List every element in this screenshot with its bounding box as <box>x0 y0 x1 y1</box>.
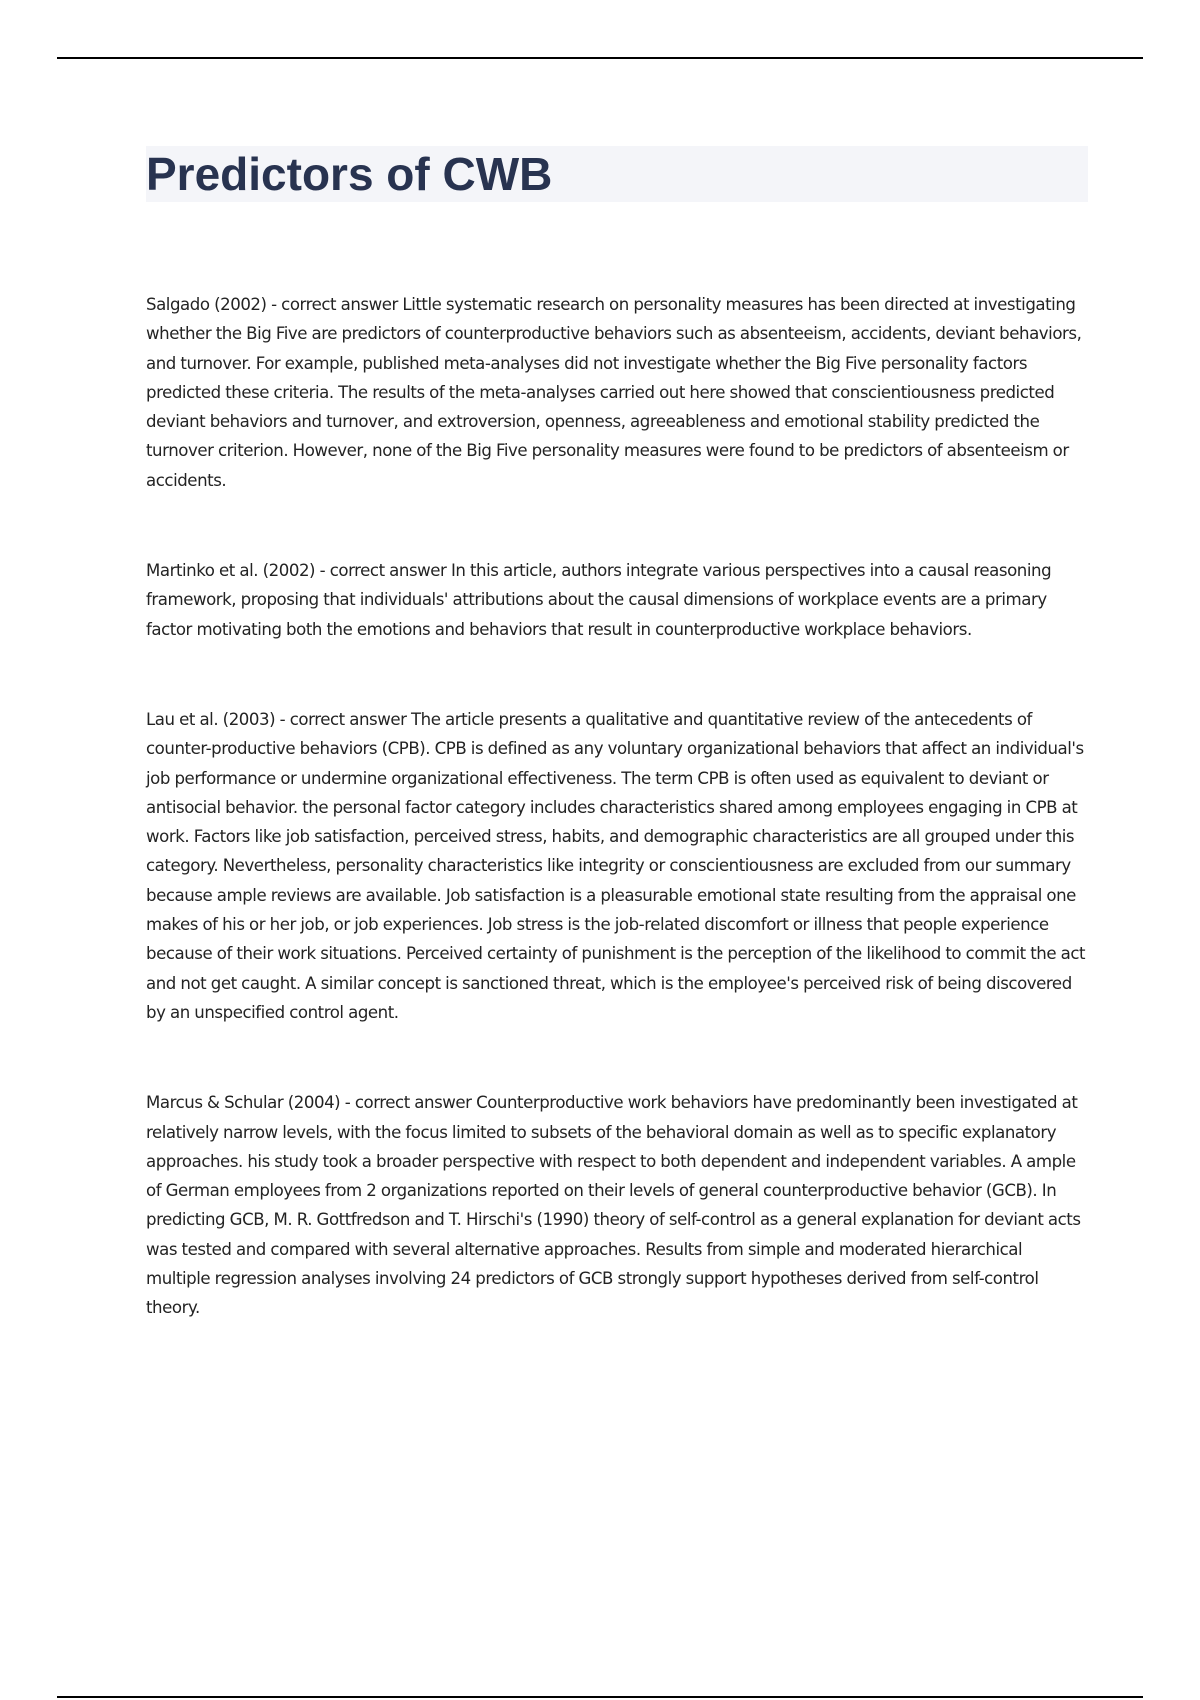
flashcard-entry <box>146 1088 1088 1322</box>
flashcard-list <box>146 290 1088 1323</box>
entry-answer-text: Little systematic research on personality measures has been directed at investigating whether the Big Five are predictors of counterproductive behaviors such as absenteeism, accidents, deviant behaviors, and turnover. For example, published meta-analyses did not investigate whether the Big Five personality factors predicted these criteria. The results of the meta-analyses carried out here showed that conscientiousness predicted deviant behaviors and turnover, and extroversion, openness, agreeableness and emotional stability predicted the turnover criterion. However, none of the Big Five personality measures were found to be predictors of absenteeism or accidents. <box>146 295 1082 490</box>
entry-citation: Lau et al. (2003) - <box>146 710 290 729</box>
entry-citation: Salgado (2002) - <box>146 295 281 314</box>
entry-answer-label: correct answer <box>289 709 407 729</box>
entry-answer-text: Counterproductive work behaviors have predominantly been investigated at relatively narrow levels, with the focus limited to subsets of the behavioral domain as well as to specific explanatory approaches. his study took a broader perspective with respect to both dependent and independent variables. A ample of German employees from 2 organizations reported on their levels of general counterproductive behavior (GCB). In predicting GCB, M. R. Gottfredson and T. Hirschi's (1990) theory of self-control as a general explanation for deviant acts was tested and compared with several alternative approaches. Results from simple and moderated hierarchical multiple regression analyses involving 24 predictors of GCB strongly support hypotheses derived from self-control theory. <box>146 1093 1081 1318</box>
entry-citation: Marcus & Schular (2004) - <box>146 1093 355 1112</box>
flashcard-entry <box>146 705 1088 1027</box>
entry-answer-text: In this article, authors integrate various perspectives into a causal reasoning framework, proposing that individuals' attributions about the causal dimensions of workplace events are a primary factor motivating both the emotions and behaviors that result in counterproductive workplace behaviors. <box>146 561 1052 639</box>
entry-citation: Martinko et al. (2002) - <box>146 561 330 580</box>
flashcard-entry <box>146 290 1088 495</box>
flashcard-entry <box>146 556 1088 644</box>
entry-answer-label: correct answer <box>329 561 447 581</box>
top-rule <box>57 57 1143 59</box>
entry-answer-label: correct answer <box>281 295 398 314</box>
entry-answer-text: The article presents a qualitative and quantitative review of the antecedents of counter-productive behaviors (CPB). CPB is defined as any voluntary organizational behaviors that affect an individual's job performance or undermine organizational effectiveness. The term CPB is often used as equivalent to deviant or antisocial behavior. the personal factor category includes characteristics shared among employees engaging in CPB at work. Factors like job satisfaction, perceived stress, habits, and demographic characteristics are all grouped under this category. Nevertheless, personality characteristics like integrity or conscientiousness are excluded from our summary because ample reviews are available. Job satisfaction is a pleasurable emotional state resulting from the appraisal one makes of his or her job, or job experiences. Job stress is the job-related discomfort or illness that people experience because of their work situations. Perceived certainty of punishment is the perception of the likelihood to commit the act and not get caught. A similar concept is sanctioned threat, which is the employee's perceived risk of being discovered by an unspecified control agent. <box>146 709 1086 1022</box>
page-title: Predictors of CWB <box>146 148 553 200</box>
entry-answer-label: correct answer <box>354 1093 472 1113</box>
bottom-rule <box>57 1696 1143 1698</box>
